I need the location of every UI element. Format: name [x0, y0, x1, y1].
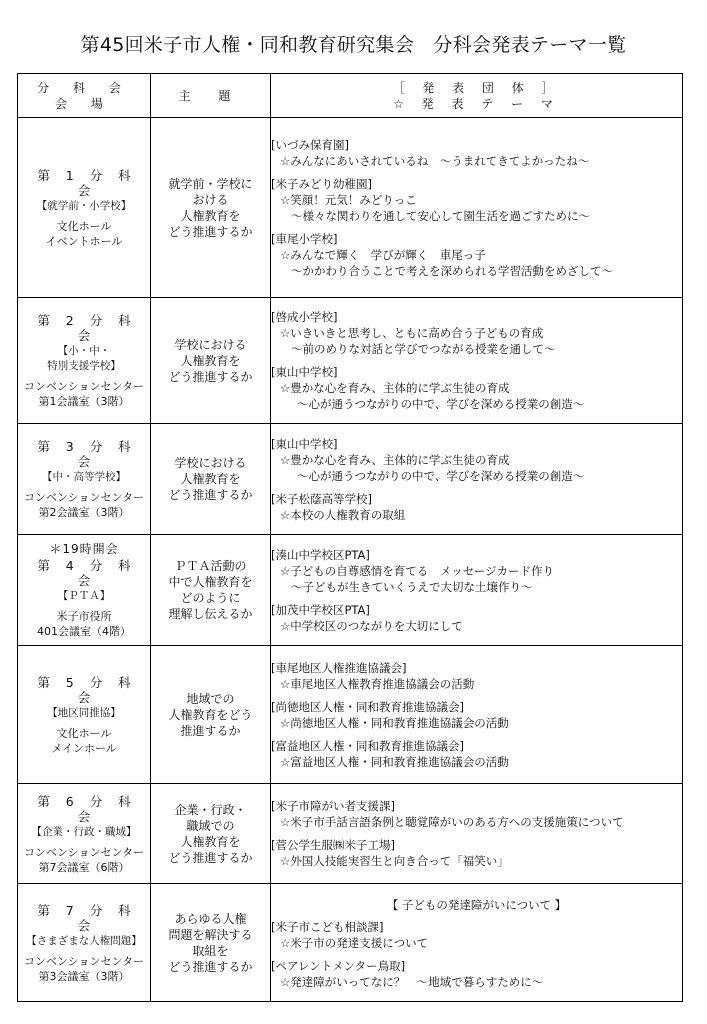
session-table [17, 73, 683, 1002]
presenter-name: [加茂中学校区PTA] [271, 602, 370, 617]
presentation-group [271, 738, 682, 770]
session-venue: 文化ホール イベントホール [45, 219, 123, 248]
presentation-group [271, 958, 682, 990]
presentation-topic: ☆みんなで輝く 学びが輝く 車尾っ子 [280, 247, 486, 262]
presenter-name: [米子みどり幼稚園] [271, 176, 372, 191]
presentation-topic: ☆豊かな心を育み、主体的に学ぶ生徒の育成 [280, 452, 510, 467]
session-row-4 [18, 535, 683, 646]
presentation-group [271, 798, 682, 830]
presentation-group [271, 364, 682, 412]
session-info [18, 535, 151, 646]
session-row-5 [18, 646, 683, 784]
presentation-subtitle: ～子どもが生きていくうえで大切な土壌作り～ [291, 579, 533, 594]
session-number: 第 1 分 科 会 [37, 167, 137, 198]
presentation-group [271, 919, 682, 951]
session-category: 【 子どもの発達障がいについて 】 [386, 898, 567, 912]
presentation-group [271, 547, 682, 595]
session-row-6 [18, 784, 683, 884]
session-presentations [271, 884, 683, 1002]
presentation-subtitle: ～様々な関わりを通して安心して園生活を過ごすために～ [291, 208, 590, 223]
header-theme [151, 74, 271, 118]
presenter-name: [菅公学生服㈱米子工場] [271, 838, 395, 852]
session-number: 第 6 分 科 会 [37, 793, 137, 824]
session-tag: 【中・高等学校】 [42, 471, 126, 483]
presentation-group [271, 309, 682, 357]
session-tag: 【企業・行政・職域】 [31, 825, 137, 838]
session-venue: 文化ホール メインホール [51, 726, 117, 755]
presentation-topic: ☆米子市手話言語条例と聴覚障がいのある方への支援施策について [280, 815, 624, 829]
session-venue: 米子市役所 401会議室（4階） [37, 609, 131, 638]
session-presentations [271, 535, 683, 646]
presentation-topic: ☆本校の人権教育の取組 [280, 507, 406, 522]
session-venue: コンベンションセンター 第7会議室（6階） [23, 845, 145, 874]
header-col1-line2: 会 場 [55, 96, 113, 111]
session-note: ＊19時開会 [49, 541, 119, 556]
header-session-venue [18, 74, 151, 118]
session-number: 第 7 分 科 会 [37, 902, 137, 933]
header-col1-line1: 分 科 会 [37, 80, 131, 95]
presentation-topic: ☆外国人技能実習生と向き合って「福笑い」 [280, 854, 509, 868]
presentation-topic: ☆笑顔！元気！みどりっこ [280, 192, 417, 207]
presentation-topic: ☆発達障がいってなに？ ～地域で暮らすために～ [280, 975, 544, 989]
session-row-7 [18, 884, 683, 1002]
session-presentations [271, 298, 683, 424]
session-row-3 [18, 424, 683, 535]
session-row-1 [18, 118, 683, 298]
presentation-subtitle: ～前のめりな対話と学びでつながる授業を通して～ [291, 342, 556, 356]
session-tag: 【さまざまな人権問題】 [26, 934, 142, 947]
presenter-name: [米子市こども相談課] [271, 920, 384, 934]
header-presenters [271, 74, 683, 118]
session-info [18, 784, 151, 884]
presentation-group [271, 660, 682, 692]
presenter-name: [米子市障がい者支援課] [271, 799, 395, 813]
session-presentations [271, 424, 683, 535]
session-number: 第 5 分 科 会 [37, 674, 137, 705]
presentation-group [271, 176, 682, 224]
presentation-group [271, 231, 682, 279]
presentation-topic: ☆みんなにあいされているね ～うまれてきてよかったね～ [280, 153, 590, 168]
presentation-topic: ☆いきいきと思考し、ともに高め合う子どもの育成 [280, 326, 544, 340]
session-presentations [271, 784, 683, 884]
presentation-topic: ☆車尾地区人権教育推進協議会の活動 [280, 676, 475, 691]
session-info [18, 646, 151, 784]
session-presentations [271, 118, 683, 298]
session-info [18, 884, 151, 1002]
presentation-group [271, 491, 682, 523]
presentation-topic: ☆富益地区人権・同和教育推進協議会の活動 [280, 754, 509, 769]
session-info [18, 424, 151, 535]
presenter-name: [米子松蔭高等学校] [271, 491, 372, 506]
session-number: 第 4 分 科 会 [37, 557, 137, 588]
presenter-name: [尚徳地区人権・同和教育推進協議会] [271, 699, 464, 714]
presentation-topic: ☆尚徳地区人権・同和教育推進協議会の活動 [280, 715, 509, 730]
presenter-name: [啓成小学校] [271, 310, 338, 324]
presenter-name: [車尾小学校] [271, 231, 338, 246]
presentation-subtitle: ～かかわり合うことで考えを深められる学習活動をめざして～ [291, 263, 613, 278]
presenter-name: [ペアレントメンター鳥取] [271, 959, 406, 973]
session-theme: 就学前・学校に おける 人権教育を どう推進するか [151, 118, 271, 298]
presentation-topic: ☆豊かな心を育み、主体的に学ぶ生徒の育成 [280, 381, 510, 395]
presenter-name: [東山中学校] [271, 436, 338, 451]
presentation-subtitle: ～心が通うつながりの中で、学びを深める授業の創造～ [297, 468, 585, 483]
presenter-name: [車尾地区人権推進協議会] [271, 660, 407, 675]
presentation-topic: ☆中学校区のつながりを大切にして [280, 618, 463, 633]
presentation-group [271, 699, 682, 731]
session-number: 第 3 分 科 会 [37, 439, 137, 469]
header-col3-line2: ☆ 発 表 テ ー マ [393, 96, 560, 111]
presentation-group [271, 137, 682, 169]
session-venue: コンベンションセンター 第3会議室（3階） [23, 954, 145, 983]
session-theme: 企業・行政・ 職域での 人権教育を どう推進するか [151, 784, 271, 884]
presenter-name: [いづみ保育園] [271, 137, 349, 152]
session-number: 第 2 分 科 会 [37, 313, 137, 343]
presentation-group [271, 837, 682, 869]
presentation-topic: ☆米子市の発達支援について [280, 936, 429, 950]
presentation-group [271, 436, 682, 484]
session-info [18, 118, 151, 298]
session-theme: 地域での 人権教育をどう 推進するか [151, 646, 271, 784]
session-venue: コンベンションセンター 第1会議室（3階） [23, 380, 145, 408]
session-row-2 [18, 298, 683, 424]
session-tag: 【就学前・小学校】 [36, 199, 132, 212]
session-theme: あらゆる人権 問題を解決する 取組を どう推進するか [151, 884, 271, 1002]
session-tag: 【地区同推協】 [47, 706, 121, 719]
session-theme: ＰＴＡ活動の 中で人権教育を どのように 理解し伝えるか [151, 535, 271, 646]
header-col2: 主 題 [178, 88, 243, 103]
session-venue: コンベンションセンター 第2会議室（3階） [23, 491, 145, 519]
session-tag: 【ＰＴＡ】 [57, 589, 111, 602]
presentation-group [271, 602, 682, 634]
header-col3-line1: ［ 発 表 団 体 ］ [392, 80, 561, 95]
presentation-subtitle: ～心が通うつながりの中で、学びを深める授業の創造～ [297, 397, 585, 411]
session-presentations [271, 646, 683, 784]
presentation-topic: ☆子どもの自尊感情を育てる メッセージカード作り [280, 563, 555, 578]
page-title: 第45回米子市人権・同和教育研究集会 分科会発表テーマ一覧 [80, 34, 627, 56]
presenter-name: [東山中学校] [271, 365, 338, 379]
presenter-name: [湊山中学校区PTA] [271, 547, 370, 562]
session-tag: 【小・中・ 特別支援学校】 [47, 345, 121, 372]
session-info [18, 298, 151, 424]
table-header-row [18, 74, 683, 118]
presenter-name: [富益地区人権・同和教育推進協議会] [271, 738, 464, 753]
session-theme: 学校における 人権教育を どう推進するか [151, 298, 271, 424]
session-theme: 学校における 人権教育を どう推進するか [151, 424, 271, 535]
